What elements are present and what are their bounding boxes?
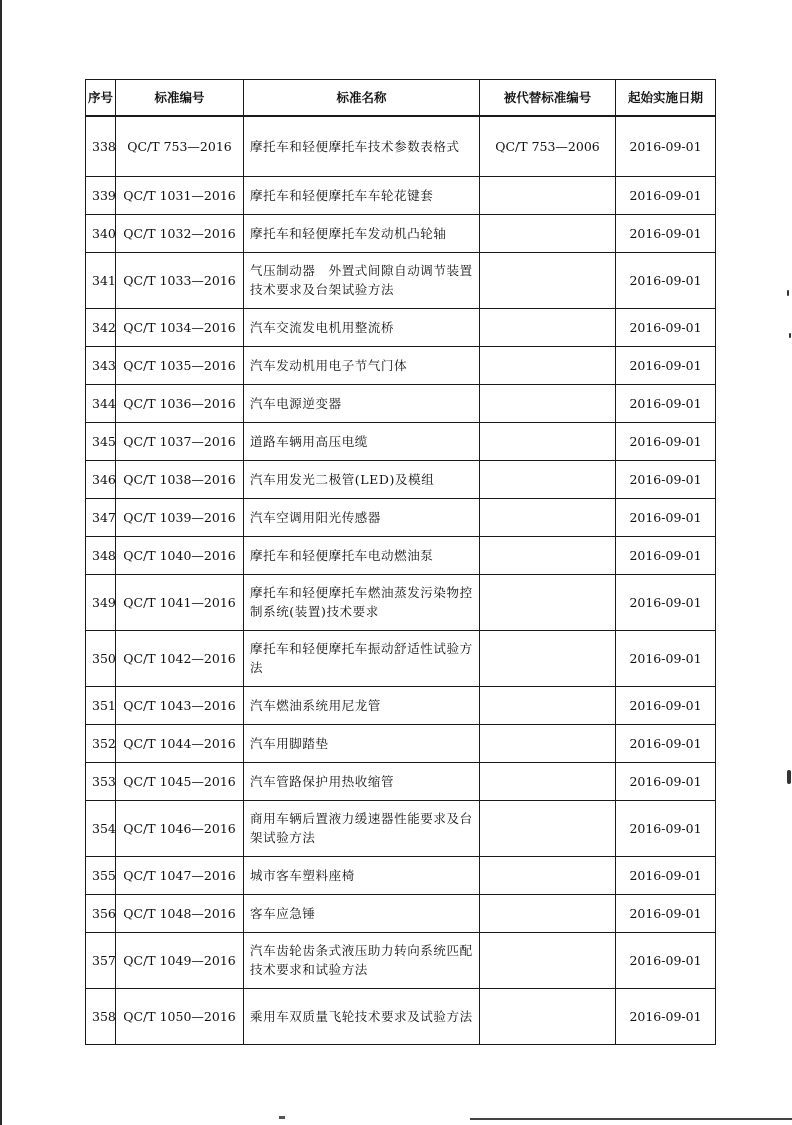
header-name: 标准名称 xyxy=(244,80,480,117)
table-row xyxy=(86,932,716,988)
row-date: 2016-09-01 xyxy=(616,346,716,384)
header-seq: 序号 xyxy=(86,80,116,117)
scan-left-edge xyxy=(0,0,2,1125)
row-code: QC/T 1034—2016 xyxy=(116,308,244,346)
row-seq: 358 xyxy=(86,988,116,1044)
row-date: 2016-09-01 xyxy=(616,574,716,630)
header-replaced: 被代替标准编号 xyxy=(480,80,616,117)
row-date: 2016-09-01 xyxy=(616,214,716,252)
row-date: 2016-09-01 xyxy=(616,762,716,800)
scan-bottom-edge xyxy=(470,1118,792,1120)
row-name: 摩托车和轻便摩托车电动燃油泵 xyxy=(244,536,480,574)
table-row xyxy=(86,116,716,176)
row-replaced: QC/T 753—2006 xyxy=(480,116,616,176)
row-code: QC/T 1039—2016 xyxy=(116,498,244,536)
row-code: QC/T 1032—2016 xyxy=(116,214,244,252)
row-code: QC/T 1036—2016 xyxy=(116,384,244,422)
table-row xyxy=(86,686,716,724)
row-date: 2016-09-01 xyxy=(616,116,716,176)
row-date: 2016-09-01 xyxy=(616,536,716,574)
row-replaced xyxy=(480,460,616,498)
row-name: 汽车电源逆变器 xyxy=(244,384,480,422)
row-name: 汽车空调用阳光传感器 xyxy=(244,498,480,536)
row-name: 乘用车双质量飞轮技术要求及试验方法 xyxy=(244,988,480,1044)
row-seq: 353 xyxy=(86,762,116,800)
row-date: 2016-09-01 xyxy=(616,384,716,422)
row-name: 客车应急锤 xyxy=(244,894,480,932)
row-code: QC/T 1047—2016 xyxy=(116,856,244,894)
row-name: 摩托车和轻便摩托车发动机凸轮轴 xyxy=(244,214,480,252)
row-code: QC/T 1042—2016 xyxy=(116,630,244,686)
row-seq: 348 xyxy=(86,536,116,574)
row-replaced xyxy=(480,308,616,346)
row-seq: 350 xyxy=(86,630,116,686)
row-seq: 345 xyxy=(86,422,116,460)
row-seq: 349 xyxy=(86,574,116,630)
row-code: QC/T 1033—2016 xyxy=(116,252,244,308)
row-name: 汽车交流发电机用整流桥 xyxy=(244,308,480,346)
row-date: 2016-09-01 xyxy=(616,252,716,308)
row-name: 商用车辆后置液力缓速器性能要求及台架试验方法 xyxy=(244,800,480,856)
scan-mark xyxy=(279,1116,285,1119)
row-date: 2016-09-01 xyxy=(616,932,716,988)
row-date: 2016-09-01 xyxy=(616,630,716,686)
scan-speck xyxy=(787,770,791,784)
row-replaced xyxy=(480,894,616,932)
header-date: 起始实施日期 xyxy=(616,80,716,117)
row-name: 摩托车和轻便摩托车技术参数表格式 xyxy=(244,116,480,176)
row-replaced xyxy=(480,686,616,724)
row-date: 2016-09-01 xyxy=(616,800,716,856)
row-name: 摩托车和轻便摩托车燃油蒸发污染物控制系统(装置)技术要求 xyxy=(244,574,480,630)
row-date: 2016-09-01 xyxy=(616,308,716,346)
table-row xyxy=(86,894,716,932)
row-code: QC/T 1035—2016 xyxy=(116,346,244,384)
row-date: 2016-09-01 xyxy=(616,856,716,894)
table-row xyxy=(86,346,716,384)
table-row xyxy=(86,214,716,252)
row-replaced xyxy=(480,630,616,686)
row-date: 2016-09-01 xyxy=(616,176,716,214)
row-date: 2016-09-01 xyxy=(616,988,716,1044)
row-name: 汽车管路保护用热收缩管 xyxy=(244,762,480,800)
row-name: 摩托车和轻便摩托车车轮花键套 xyxy=(244,176,480,214)
row-name: 汽车发动机用电子节气门体 xyxy=(244,346,480,384)
row-seq: 355 xyxy=(86,856,116,894)
row-date: 2016-09-01 xyxy=(616,686,716,724)
row-seq: 343 xyxy=(86,346,116,384)
row-date: 2016-09-01 xyxy=(616,460,716,498)
table-row xyxy=(86,536,716,574)
table-row xyxy=(86,176,716,214)
row-replaced xyxy=(480,724,616,762)
row-replaced xyxy=(480,932,616,988)
row-code: QC/T 1044—2016 xyxy=(116,724,244,762)
row-name: 摩托车和轻便摩托车振动舒适性试验方法 xyxy=(244,630,480,686)
row-name: 道路车辆用高压电缆 xyxy=(244,422,480,460)
row-seq: 354 xyxy=(86,800,116,856)
row-replaced xyxy=(480,800,616,856)
row-code: QC/T 1049—2016 xyxy=(116,932,244,988)
table-row xyxy=(86,460,716,498)
row-code: QC/T 1045—2016 xyxy=(116,762,244,800)
standards-table xyxy=(85,79,716,1045)
row-code: QC/T 1031—2016 xyxy=(116,176,244,214)
table-row xyxy=(86,574,716,630)
row-name: 汽车用脚踏垫 xyxy=(244,724,480,762)
row-seq: 338 xyxy=(86,116,116,176)
row-date: 2016-09-01 xyxy=(616,894,716,932)
table-row xyxy=(86,498,716,536)
row-code: QC/T 1038—2016 xyxy=(116,460,244,498)
row-code: QC/T 753—2016 xyxy=(116,116,244,176)
header-code: 标准编号 xyxy=(116,80,244,117)
row-seq: 357 xyxy=(86,932,116,988)
table-row xyxy=(86,856,716,894)
row-replaced xyxy=(480,422,616,460)
row-name: 城市客车塑料座椅 xyxy=(244,856,480,894)
row-code: QC/T 1037—2016 xyxy=(116,422,244,460)
row-replaced xyxy=(480,176,616,214)
row-code: QC/T 1048—2016 xyxy=(116,894,244,932)
row-name: 汽车用发光二极管(LED)及模组 xyxy=(244,460,480,498)
row-replaced xyxy=(480,498,616,536)
row-seq: 341 xyxy=(86,252,116,308)
row-seq: 351 xyxy=(86,686,116,724)
row-name: 汽车燃油系统用尼龙管 xyxy=(244,686,480,724)
table-row xyxy=(86,762,716,800)
row-seq: 352 xyxy=(86,724,116,762)
table-row xyxy=(86,252,716,308)
row-replaced xyxy=(480,988,616,1044)
row-seq: 340 xyxy=(86,214,116,252)
row-seq: 347 xyxy=(86,498,116,536)
row-replaced xyxy=(480,214,616,252)
row-seq: 342 xyxy=(86,308,116,346)
row-date: 2016-09-01 xyxy=(616,422,716,460)
row-replaced xyxy=(480,574,616,630)
row-replaced xyxy=(480,252,616,308)
row-seq: 339 xyxy=(86,176,116,214)
row-replaced xyxy=(480,856,616,894)
row-replaced xyxy=(480,384,616,422)
row-code: QC/T 1050—2016 xyxy=(116,988,244,1044)
row-replaced xyxy=(480,762,616,800)
row-date: 2016-09-01 xyxy=(616,724,716,762)
row-code: QC/T 1040—2016 xyxy=(116,536,244,574)
row-name: 汽车齿轮齿条式液压助力转向系统匹配技术要求和试验方法 xyxy=(244,932,480,988)
table-row xyxy=(86,308,716,346)
table-row xyxy=(86,800,716,856)
row-seq: 344 xyxy=(86,384,116,422)
table-row xyxy=(86,988,716,1044)
row-code: QC/T 1041—2016 xyxy=(116,574,244,630)
table-row xyxy=(86,630,716,686)
table-row xyxy=(86,384,716,422)
row-code: QC/T 1046—2016 xyxy=(116,800,244,856)
scan-speck xyxy=(789,333,791,338)
row-seq: 346 xyxy=(86,460,116,498)
table-header-row xyxy=(86,80,716,117)
row-code: QC/T 1043—2016 xyxy=(116,686,244,724)
table-row xyxy=(86,724,716,762)
row-replaced xyxy=(480,346,616,384)
row-name: 气压制动器 外置式间隙自动调节装置技术要求及台架试验方法 xyxy=(244,252,480,308)
table-row xyxy=(86,422,716,460)
row-seq: 356 xyxy=(86,894,116,932)
row-date: 2016-09-01 xyxy=(616,498,716,536)
row-replaced xyxy=(480,536,616,574)
scan-speck xyxy=(787,290,789,296)
